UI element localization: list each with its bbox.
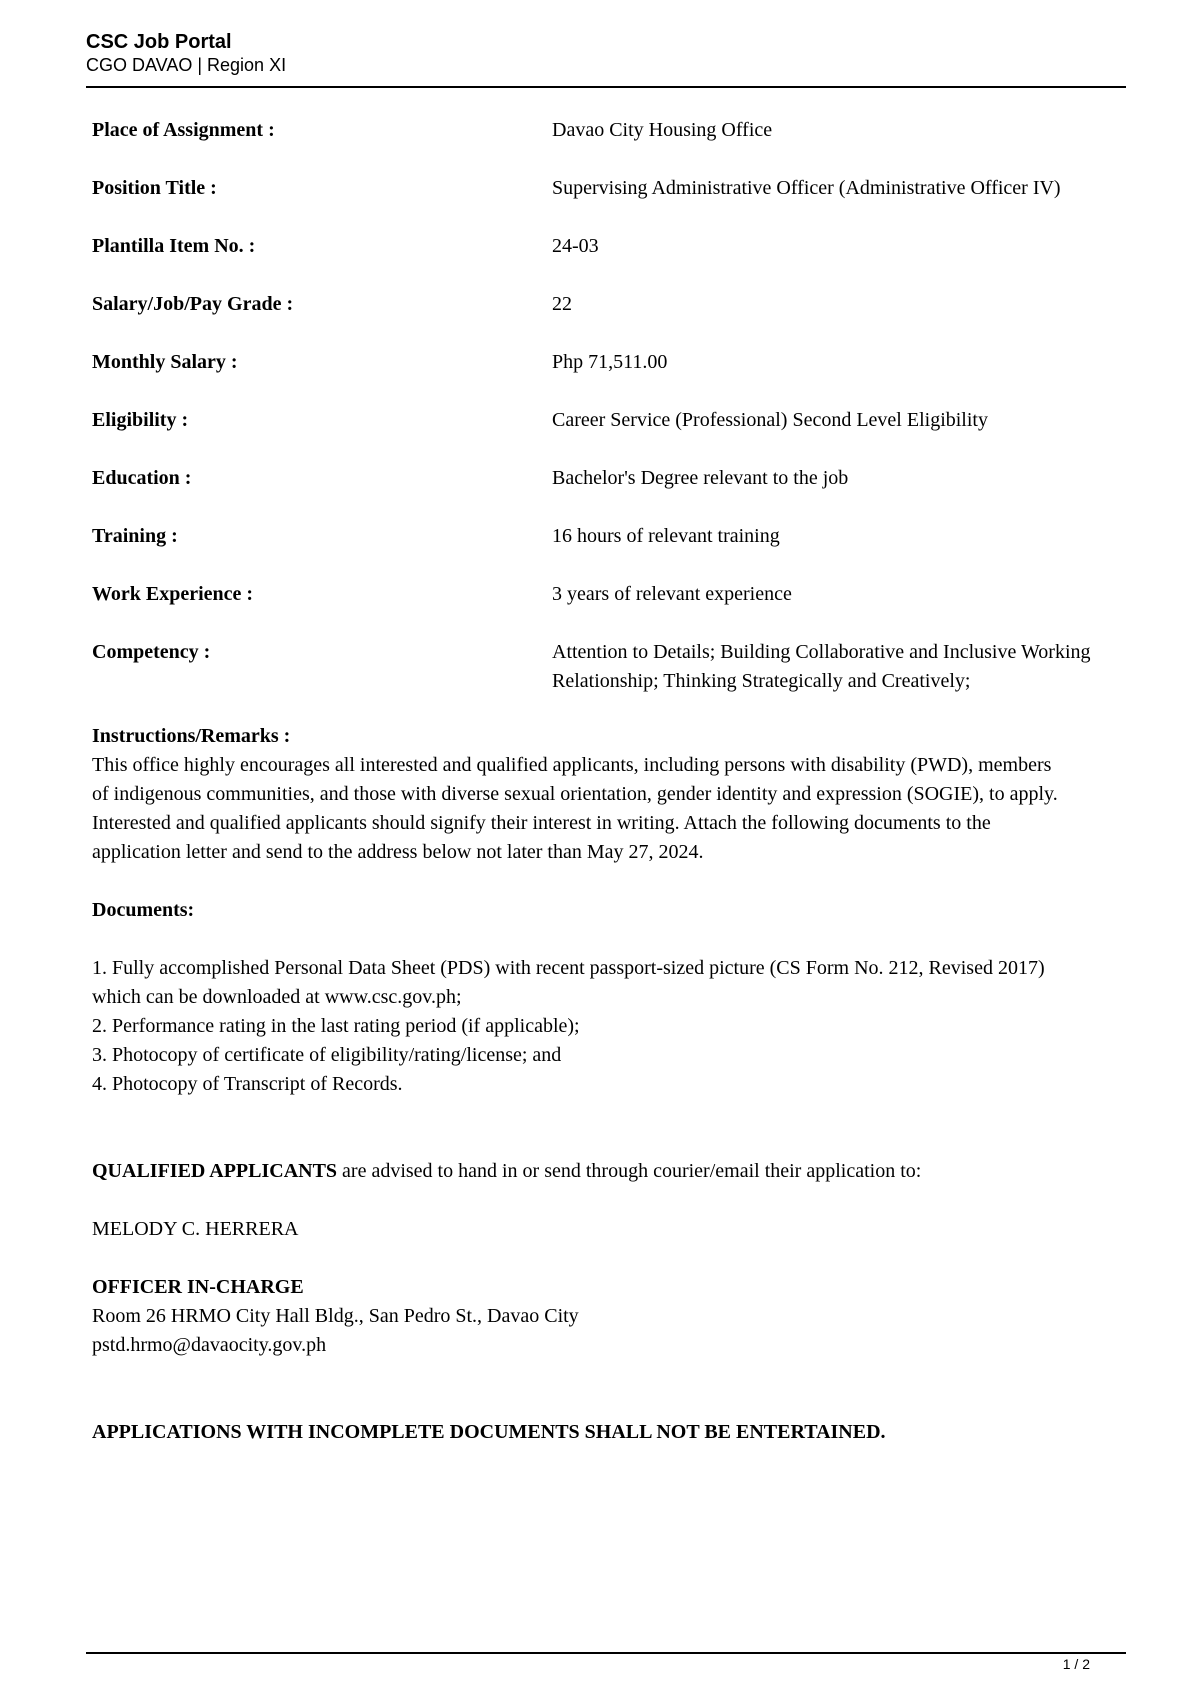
- remarks-heading: Instructions/Remarks :: [92, 725, 291, 747]
- field-label: Eligibility :: [92, 409, 189, 431]
- field-value: Career Service (Professional) Second Level Eligibility: [552, 409, 988, 431]
- field-place-of-assignment: [92, 116, 1152, 145]
- documents-list: [92, 954, 1072, 1099]
- field-work-experience: [92, 580, 1152, 609]
- field-pay-grade: [92, 290, 1152, 319]
- field-eligibility: [92, 406, 1152, 435]
- page-header: [86, 30, 1126, 76]
- field-value: 16 hours of relevant training: [552, 525, 780, 547]
- field-value: 22: [552, 293, 572, 315]
- incomplete-documents-notice: APPLICATIONS WITH INCOMPLETE DOCUMENTS SHALL NOT BE ENTERTAINED.: [92, 1421, 886, 1443]
- qualified-applicants-label: QUALIFIED APPLICANTS: [92, 1160, 338, 1182]
- contact-address: Room 26 HRMO City Hall Bldg., San Pedro St., Davao City: [92, 1305, 579, 1327]
- field-label: Education :: [92, 467, 192, 489]
- field-label: Plantilla Item No. :: [92, 235, 256, 257]
- field-label: Place of Assignment :: [92, 119, 275, 141]
- list-item: 3. Photocopy of certificate of eligibility/rating/license; and: [92, 1044, 562, 1066]
- field-value: Bachelor's Degree relevant to the job: [552, 467, 849, 489]
- field-value: 3 years of relevant experience: [552, 583, 792, 605]
- application-advice: [92, 1157, 1152, 1186]
- contact-name: MELODY C. HERRERA: [92, 1218, 299, 1240]
- footer-divider: [86, 1652, 1126, 1654]
- portal-title: CSC Job Portal: [86, 31, 232, 53]
- documents-heading: Documents:: [92, 899, 195, 921]
- portal-subtitle: CGO DAVAO | Region XI: [86, 55, 287, 75]
- field-training: [92, 522, 1152, 551]
- advice-text: are advised to hand in or send through courier/email their application to:: [337, 1160, 922, 1182]
- field-value: Attention to Details; Building Collaborative and Inclusive Working Relationship; Thinking Strategically and Creatively;: [552, 641, 1091, 692]
- field-education: [92, 464, 1152, 493]
- list-item: 4. Photocopy of Transcript of Records.: [92, 1073, 403, 1095]
- field-label: Competency :: [92, 641, 211, 663]
- field-value: 24-03: [552, 235, 599, 257]
- field-label: Salary/Job/Pay Grade :: [92, 293, 294, 315]
- list-item: 2. Performance rating in the last rating period (if applicable);: [92, 1015, 580, 1037]
- field-label: Monthly Salary :: [92, 351, 238, 373]
- field-value: Davao City Housing Office: [552, 119, 773, 141]
- field-monthly-salary: [92, 348, 1152, 377]
- remarks-text: This office highly encourages all interested and qualified applicants, including persons with disability (PWD), members of indigenous communities, and those with diverse sexual orientation, gender identity and expression (SOGIE), to apply. Interested and qualified applicants should signify their interest in writing. Attach the following documents to the application letter and send to the address below not later than May 27, 2024.: [92, 754, 1058, 863]
- header-divider: [86, 86, 1126, 88]
- field-position-title: [92, 174, 1152, 203]
- contact-email[interactable]: pstd.hrmo@davaocity.gov.ph: [92, 1334, 327, 1356]
- field-label: Work Experience :: [92, 583, 254, 605]
- field-competency: [92, 638, 1152, 696]
- page-number: 1 / 2: [1062, 1656, 1090, 1672]
- field-plantilla-item: [92, 232, 1152, 261]
- contact-position: OFFICER IN-CHARGE: [92, 1276, 304, 1298]
- job-posting-body: [92, 116, 1152, 1447]
- field-value: Supervising Administrative Officer (Administrative Officer IV): [552, 177, 1061, 199]
- field-label: Training :: [92, 525, 178, 547]
- list-item: 1. Fully accomplished Personal Data Sheet (PDS) with recent passport-sized picture (CS Form No. 212, Revised 2017) which can be downloaded at www.csc.gov.ph;: [92, 957, 1045, 1008]
- field-value: Php 71,511.00: [552, 351, 668, 373]
- field-label: Position Title :: [92, 177, 217, 199]
